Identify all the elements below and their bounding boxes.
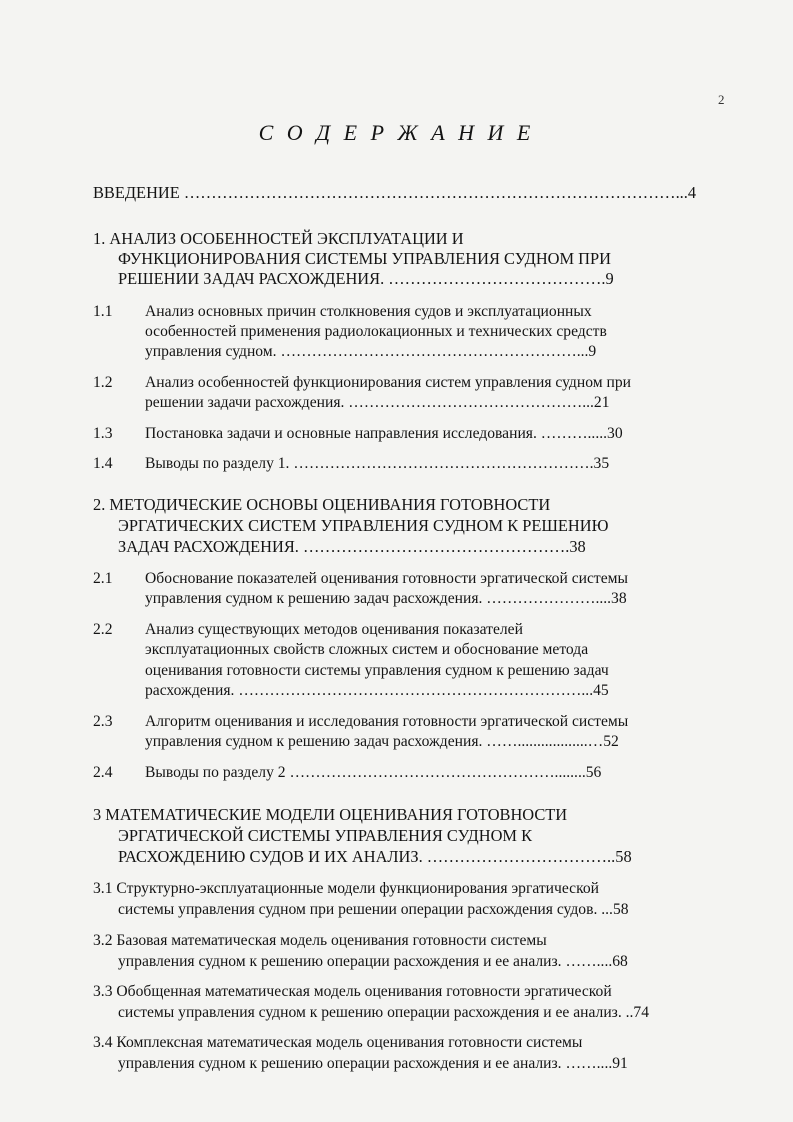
section-3-3-line-2: системы управления судном к решению операции расхождения и ее анализ. ..74 bbox=[118, 1004, 650, 1021]
chapter-1-heading-line-2: ФУНКЦИОНИРОВАНИЯ СИСТЕМЫ УПРАВЛЕНИЯ СУДНОМ ПРИ bbox=[118, 249, 611, 268]
section-2-2-line-2: эксплуатационных свойств сложных систем и обоснование метода bbox=[145, 641, 589, 658]
chapter-3-heading-line-3: РАСХОЖДЕНИЮ СУДОВ И ИХ АНАЛИЗ. ……………………………..58 bbox=[118, 847, 632, 866]
section-1-3-number: 1.3 bbox=[93, 425, 113, 442]
section-2-2-line-4: расхождения. …………………………………………………………...45 bbox=[145, 682, 609, 699]
section-2-3-line-2: управления судном к решению задач расхождения. ……..................…52 bbox=[145, 733, 619, 750]
chapter-3-heading-line-1: 3 МАТЕМАТИЧЕСКИЕ МОДЕЛИ ОЦЕНИВАНИЯ ГОТОВНОСТИ bbox=[93, 805, 568, 824]
section-3-2-line-2: управления судном к решению операции расхождения и ее анализ. ……....68 bbox=[118, 953, 628, 970]
section-1-1-line-1: Анализ основных причин столкновения судов и эксплуатационных bbox=[145, 303, 592, 320]
chapter-2-heading-line-1: 2. МЕТОДИЧЕСКИЕ ОСНОВЫ ОЦЕНИВАНИЯ ГОТОВНОСТИ bbox=[93, 495, 551, 514]
section-1-1-line-2: особенностей применения радиолокационных и технических средств bbox=[145, 323, 607, 340]
chapter-1-heading-line-1: 1. АНАЛИЗ ОСОБЕННОСТЕЙ ЭКСПЛУАТАЦИИ И bbox=[93, 229, 464, 248]
section-2-4-number: 2.4 bbox=[93, 764, 113, 781]
toc-title: С О Д Е Р Ж А Н И Е bbox=[258, 120, 535, 145]
section-1-2-line-2: решении задачи расхождения. ………………………………………...21 bbox=[145, 394, 610, 411]
section-1-4-line-1: Выводы по разделу 1. ………………………………………………….35 bbox=[145, 455, 610, 472]
section-1-2-number: 1.2 bbox=[93, 374, 113, 391]
page-number: 2 bbox=[718, 92, 725, 107]
chapter-1-heading-line-3: РЕШЕНИИ ЗАДАЧ РАСХОЖДЕНИЯ. ………………………………….9 bbox=[118, 269, 614, 288]
section-2-1-line-1: Обоснование показателей оценивания готовности эргатической системы bbox=[145, 570, 628, 587]
chapter-3-heading-line-2: ЭРГАТИЧЕСКОЙ СИСТЕМЫ УПРАВЛЕНИЯ СУДНОМ К bbox=[118, 826, 533, 845]
toc-entry-intro: ВВЕДЕНИЕ ………………………………………………………………………………...4 bbox=[93, 183, 697, 202]
chapter-2-heading-line-2: ЭРГАТИЧЕСКИХ СИСТЕМ УПРАВЛЕНИЯ СУДНОМ К РЕШЕНИЮ bbox=[118, 516, 609, 535]
section-3-1-line-1: 3.1 Структурно-эксплуатационные модели функционирования эргатической bbox=[93, 880, 600, 897]
section-3-4-line-2: управления судном к решению операции расхождения и ее анализ. ……....91 bbox=[118, 1055, 628, 1072]
section-1-3-line-1: Постановка задачи и основные направления исследования. ……….....30 bbox=[145, 425, 623, 442]
section-3-3-line-1: 3.3 Обобщенная математическая модель оценивания готовности эргатической bbox=[93, 983, 612, 1000]
section-2-4-line-1: Выводы по разделу 2 ……………………………………………........56 bbox=[145, 764, 602, 781]
section-3-4-line-1: 3.4 Комплексная математическая модель оценивания готовности системы bbox=[93, 1034, 583, 1051]
section-2-3-line-1: Алгоритм оценивания и исследования готовности эргатической системы bbox=[145, 713, 629, 730]
section-3-2-line-1: 3.2 Базовая математическая модель оценивания готовности системы bbox=[93, 932, 547, 949]
section-1-1-number: 1.1 bbox=[93, 303, 113, 320]
section-2-1-number: 2.1 bbox=[93, 570, 113, 587]
section-2-2-line-3: оценивания готовности системы управления судном к решению задач bbox=[145, 662, 609, 679]
section-2-2-line-1: Анализ существующих методов оценивания показателей bbox=[145, 621, 523, 638]
section-1-1-line-3: управления судном. …………………………………………………...9 bbox=[145, 343, 597, 360]
section-2-2-number: 2.2 bbox=[93, 621, 113, 638]
chapter-2-heading-line-3: ЗАДАЧ РАСХОЖДЕНИЯ. ………………………………………….38 bbox=[118, 537, 586, 556]
section-3-1-line-2: системы управления судном при решении операции расхождения судов. ...58 bbox=[118, 901, 629, 918]
section-2-1-line-2: управления судном к решению задач расхождения. …………………....38 bbox=[145, 590, 627, 607]
section-2-3-number: 2.3 bbox=[93, 713, 113, 730]
section-1-2-line-1: Анализ особенностей функционирования систем управления судном при bbox=[145, 374, 631, 391]
section-1-4-number: 1.4 bbox=[93, 455, 113, 472]
